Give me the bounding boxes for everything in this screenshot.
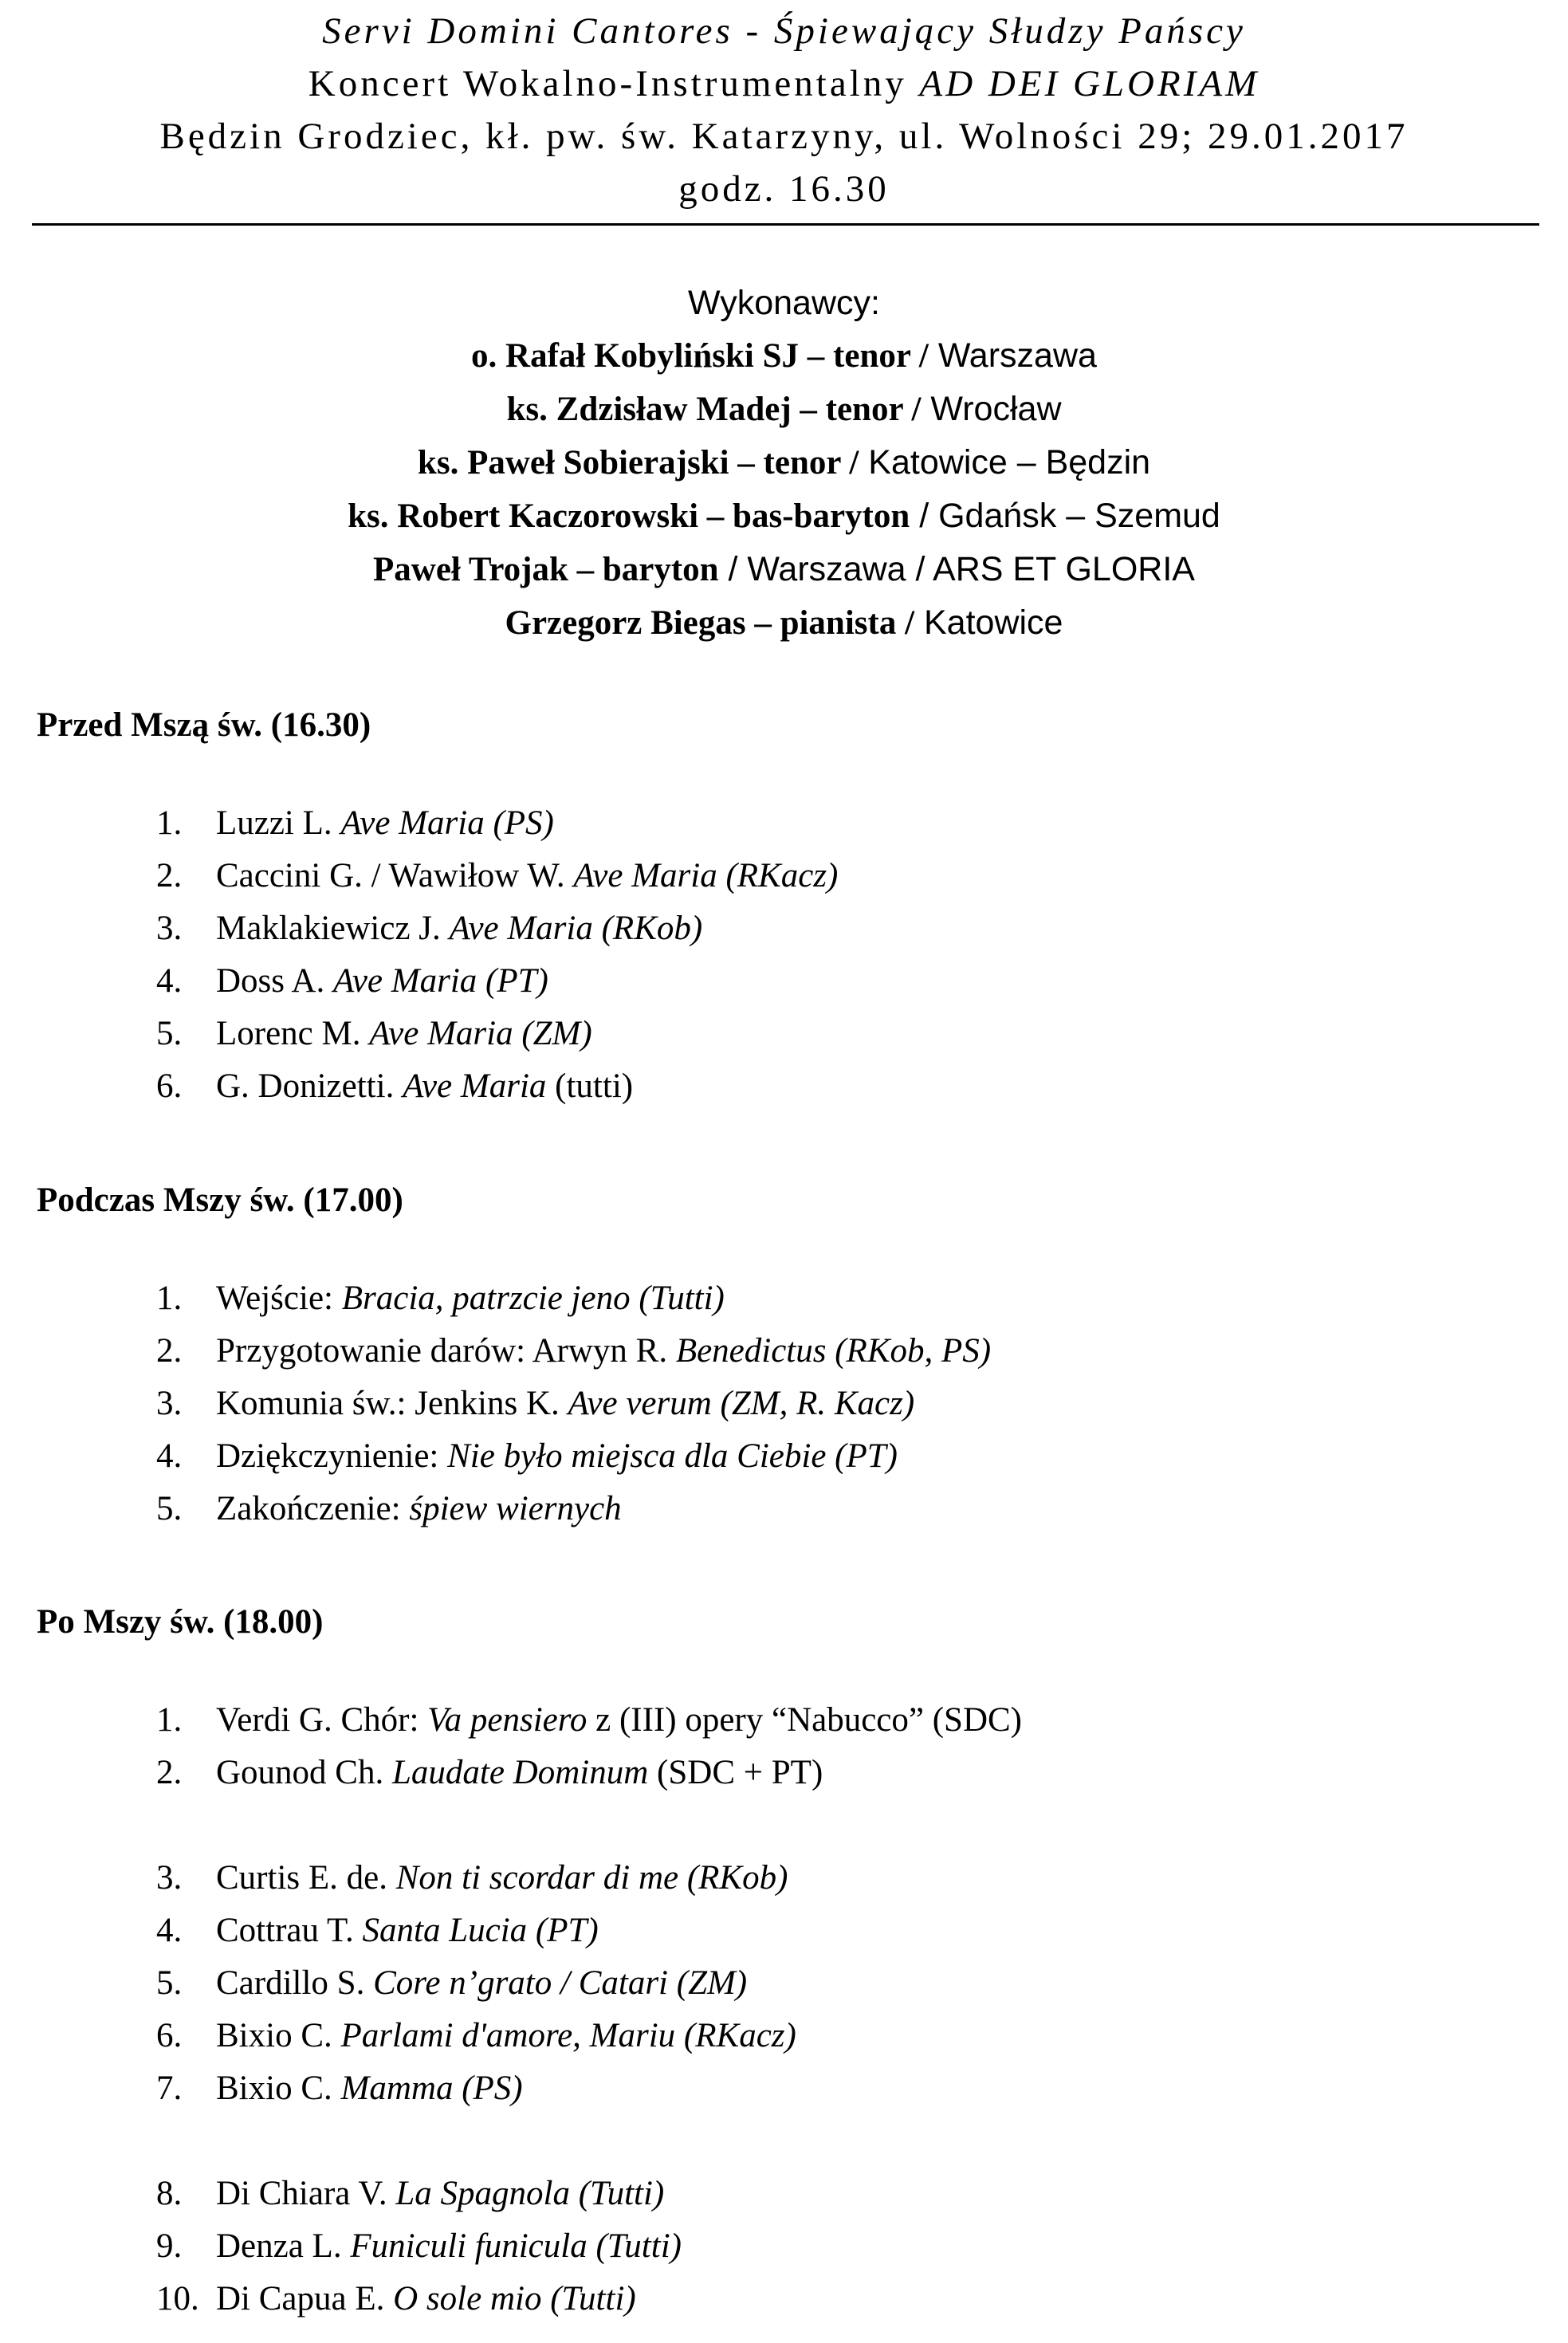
item-composer: Di Capua E. (216, 2280, 394, 2317)
item-composer: Caccini G. / Wawiłow W. (216, 857, 574, 894)
item-text (216, 1060, 633, 1113)
item-title: Bracia, patrzcie jeno (Tutti) (341, 1280, 725, 1317)
concert-time: godz. 16.30 (678, 168, 890, 210)
item-number: 4. (156, 1912, 183, 1949)
item-number: 4. (156, 962, 183, 1000)
item-title: Ave Maria (RKob) (449, 910, 703, 947)
performer-line (0, 329, 1568, 383)
item-title: Nie było miejsca dla Ciebie (PT) (447, 1437, 898, 1475)
item-title: Core n’grato / Catari (ZM) (373, 1964, 748, 2002)
item-composer: Zakończenie: (216, 1490, 410, 1527)
performers-block (0, 277, 1568, 650)
performer-line (0, 489, 1568, 543)
item-text (216, 797, 554, 850)
item-number: 4. (156, 1437, 183, 1475)
item-title: Laudate Dominum (391, 1754, 649, 1791)
item-title: Ave Maria (PS) (340, 804, 554, 842)
item-title: Santa Lucia (PT) (362, 1912, 599, 1949)
item-number: 5. (156, 1015, 183, 1052)
item-text (216, 1325, 991, 1378)
item-number: 1. (156, 804, 183, 842)
item-title: Ave Maria (403, 1067, 547, 1105)
item-title: Non ti scordar di me (RKob) (395, 1859, 788, 1897)
performer-line (0, 383, 1568, 436)
item-title: Mamma (PS) (340, 2070, 523, 2107)
item-composer: Denza L. (216, 2227, 351, 2265)
section-heading-during-mass: Podczas Mszy św. (17.00) (37, 1181, 403, 1219)
item-title: Ave verum (ZM, R. Kacz) (568, 1385, 915, 1422)
item-title: Va pensiero (427, 1701, 588, 1739)
performer-place: / Gdańsk – Szemud (910, 497, 1220, 535)
item-composer: Wejście: (216, 1280, 342, 1317)
item-text (216, 1694, 1022, 1747)
item-composer: Luzzi L. (216, 804, 341, 842)
concert-title-prefix: Koncert Wokalno-Instrumentalny (308, 63, 920, 104)
concert-venue-date: Będzin Grodziec, kł. pw. św. Katarzyny, ul. Wolności 29; 29.01.2017 (159, 116, 1409, 157)
performer-name: ks. Paweł Sobierajski – tenor / (417, 444, 859, 482)
concert-header (0, 5, 1568, 215)
item-text (216, 1430, 898, 1483)
item-composer: Doss A. (216, 962, 333, 1000)
performer-place: Katowice – Będzin (859, 443, 1151, 482)
item-title: Ave Maria (PT) (332, 962, 548, 1000)
item-text (216, 1272, 725, 1325)
item-text (216, 1957, 747, 2010)
item-composer: Maklakiewicz J. (216, 910, 450, 947)
item-composer: Bixio C. (216, 2070, 341, 2107)
item-number: 10. (156, 2280, 199, 2317)
item-number: 2. (156, 857, 183, 894)
item-tail: (SDC + PT) (648, 1754, 823, 1791)
item-composer: Di Chiara V. (216, 2175, 396, 2212)
concert-title-italic: AD DEI GLORIAM (919, 63, 1260, 104)
item-text (216, 2168, 664, 2220)
performer-name: o. Rafał Kobyliński SJ – tenor / (471, 337, 929, 375)
header-divider (32, 223, 1539, 226)
item-text (216, 2062, 523, 2115)
item-title: śpiew wiernych (409, 1490, 622, 1527)
item-title: Ave Maria (ZM) (369, 1015, 592, 1052)
item-composer: Bixio C. (216, 2017, 341, 2054)
item-composer: Lorenc M. (216, 1015, 370, 1052)
item-text (216, 902, 702, 955)
item-number: 9. (156, 2227, 183, 2265)
item-number: 6. (156, 2017, 183, 2054)
section-heading-before-mass: Przed Mszą św. (16.30) (37, 706, 371, 744)
item-composer: Verdi G. Chór: (216, 1701, 428, 1739)
item-composer: G. Donizetti. (216, 1067, 403, 1105)
item-text (216, 2273, 636, 2325)
item-tail: (tutti) (546, 1067, 634, 1105)
performer-place: Wrocław (921, 390, 1062, 428)
item-number: 2. (156, 1332, 183, 1370)
item-composer: Komunia św.: Jenkins K. (216, 1385, 568, 1422)
item-text (216, 1008, 592, 1060)
item-composer: Przygotowanie darów: Arwyn R. (216, 1332, 676, 1370)
concert-title (0, 57, 1568, 110)
item-tail: z (III) opery “Nabucco” (SDC) (587, 1701, 1022, 1739)
item-composer: Dziękczynienie: (216, 1437, 448, 1475)
item-text (216, 1852, 788, 1905)
performer-name: ks. Zdzisław Madej – tenor / (506, 391, 922, 428)
item-text (216, 2010, 796, 2062)
item-number: 6. (156, 1067, 183, 1105)
item-composer: Curtis E. de. (216, 1859, 396, 1897)
item-composer: Cottrau T. (216, 1912, 363, 1949)
item-number: 7. (156, 2070, 183, 2107)
item-number: 1. (156, 1280, 183, 1317)
item-title: O sole mio (Tutti) (393, 2280, 636, 2317)
item-number: 5. (156, 1964, 183, 2002)
performer-line (0, 436, 1568, 489)
item-title: La Spagnola (Tutti) (395, 2175, 665, 2212)
item-number: 3. (156, 1385, 183, 1422)
item-number: 3. (156, 1859, 183, 1897)
item-text (216, 850, 838, 902)
item-number: 8. (156, 2175, 183, 2212)
performer-place: Katowice (914, 603, 1063, 642)
item-number: 5. (156, 1490, 183, 1527)
item-composer: Gounod Ch. (216, 1754, 392, 1791)
item-number: 1. (156, 1701, 183, 1739)
item-title: Funiculi funicula (Tutti) (350, 2227, 682, 2265)
item-title: Ave Maria (RKacz) (573, 857, 839, 894)
item-text (216, 955, 548, 1008)
item-number: 2. (156, 1754, 183, 1791)
performer-name: ks. Robert Kaczorowski – bas-baryton (348, 497, 910, 535)
item-title: Benedictus (RKob, PS) (675, 1332, 992, 1370)
item-text (216, 1747, 823, 1799)
item-text (216, 1378, 914, 1430)
item-number: 3. (156, 910, 183, 947)
item-title: Parlami d'amore, Mariu (RKacz) (340, 2017, 796, 2054)
item-text (216, 1483, 622, 1535)
performer-name: Grzegorz Biegas – pianista / (505, 604, 915, 642)
performer-place: Warszawa (928, 336, 1097, 375)
section-heading-after-mass: Po Mszy św. (18.00) (37, 1603, 324, 1641)
performer-name: Paweł Trojak – baryton (373, 551, 719, 588)
performer-line (0, 543, 1568, 596)
performers-title: Wykonawcy: (688, 284, 880, 322)
item-text (216, 1905, 599, 1957)
performer-line (0, 596, 1568, 650)
performer-place: / Warszawa / ARS ET GLORIA (718, 550, 1195, 588)
item-text (216, 2220, 682, 2273)
choir-name: Servi Domini Cantores - Śpiewający Słudzy Pańscy (322, 10, 1246, 52)
item-composer: Cardillo S. (216, 1964, 374, 2002)
